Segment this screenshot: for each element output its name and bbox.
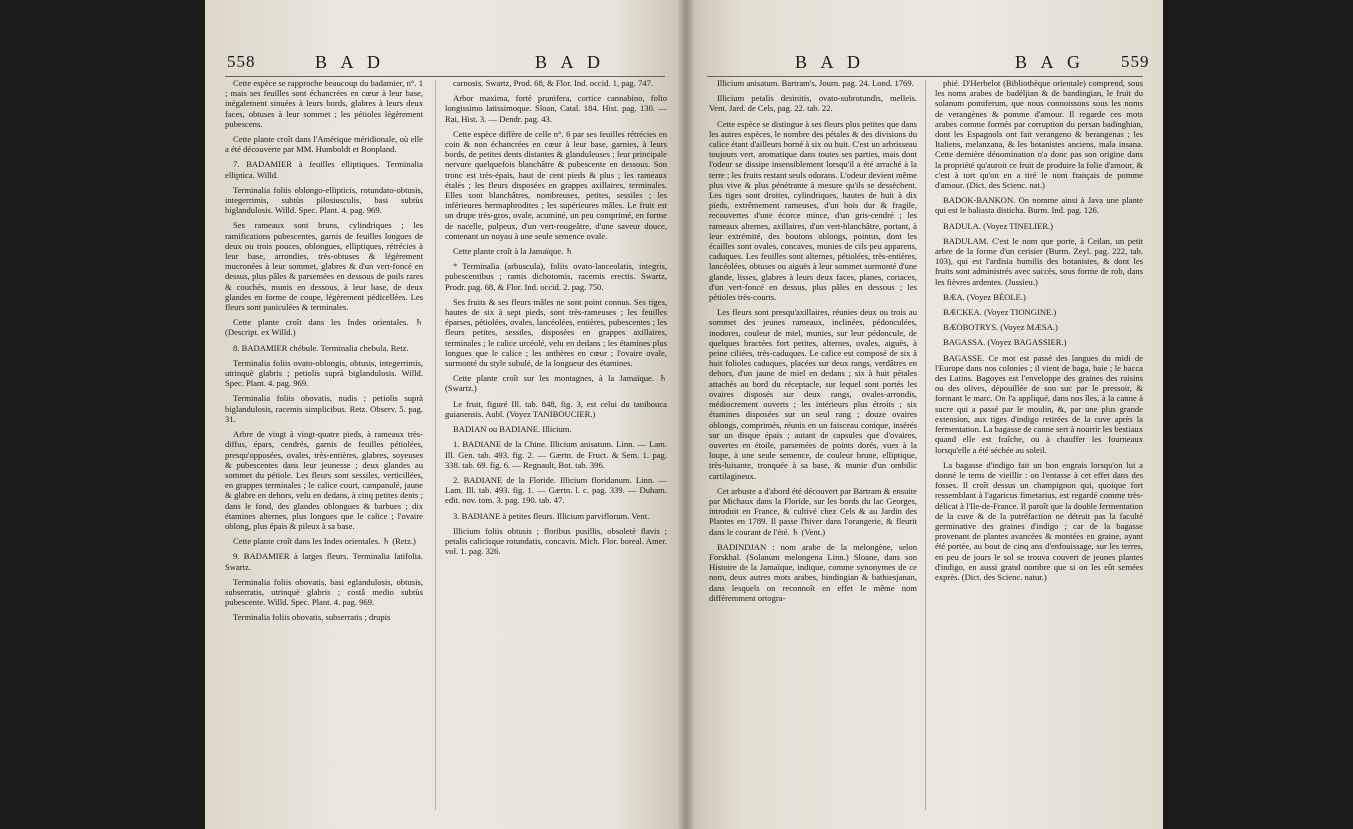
paragraph: 9. BADAMIER à larges fleurs. Terminalia latifolia. Swartz.	[225, 551, 423, 572]
paragraph: Terminalia foliis obovatis, subserratis ; drupis	[233, 612, 391, 623]
right-page	[685, 0, 1163, 829]
running-head: B A G	[1015, 52, 1086, 72]
paragraph: BADULAM. C'est le nom que porte, à Ceilan, un petit arbre de la forme d'un cerisier (Burm. Zeyl. pag. 222, tab. 103), qui est l'ardisia humilis des botanistes, & dont les fruits sont administrés avec succès, sous forme de rob, dans les fièvres ardentes. (Jussieu.)	[935, 235, 1143, 287]
paragraph: Terminalia foliis ovato-oblongis, obtusis, integerrimis, utrinquè glabris ; petiolis suprà biglandulosis. Willd. Spec. Plant. 4. pag. 969.	[225, 357, 423, 389]
paragraph: Le fruit, figuré Ill. tab. 848, fig. 3, est celui du tanibouca guianensis. Aubl. (Voyez TANIBOUCIER.)	[445, 398, 667, 419]
paragraph: Cette plante croît à la Jamaïque. ♄	[453, 246, 574, 257]
column-divider	[435, 80, 436, 810]
paragraph: Les fleurs sont presqu'axillaires, réunies deux ou trois au sommet des jeunes rameaux, inclinées, pédonculées, inodores, couleur de miel, munies, sur leur pédoncule, de quelques bractées fort petites, alternes, ovales, aiguës, à peine ciliées, très-caduques. Le calice est composé de six à huit folioles caduques, placées sur deux rangs, verdâtres en dehors, d'un jaune de miel en dedans ; six à huit pétales attachés au bord du réceptacle, sur lequel sont portés les ovaires disposés sur deux rangs, ovales-arrondis, médiocrement ouverts ; les intérieurs plus étroits ; six étamines disposées sur un seul rang ; douze ovaires oblongs, comprimés, réunis en un faisceau conique, insérés sur un disque épais ; autant de capsules que d'ovaires, ouvertes en étoile, parsemées de points dorés, vues à la loupe, à une seule semence, de couleur brune, elliptique, très-luisante, tronquée à sa base, & munie d'un ombilic cartilagineux.	[709, 307, 917, 481]
paragraph: BÆA. (Voyez BÉOLE.)	[943, 291, 1026, 302]
paragraph: Cette espèce se distingue à ses fleurs plus petites que dans les autres espèces, le nombre des pétales & des divisions du calice étant d'ailleurs borné à six ou huit. C'est un arbrisseau toujours vert, aromatique dans toutes ses parties, mais dont l'odeur se dissipe insensiblement lorsqu'il a été arraché à la terre ; les fruits restant seuls odorans. L'odeur devient même plus vive & plus pénétrante à mesure qu'ils se dessèchent. Les tiges sont droites, cylindriques, hautes de huit à dix pieds, extrêmement rameuses, d'un bois dur & fragile, recouvertes d'une écorce mince, d'un gris-cendré ; les rameaux alternes, axillaires, d'un vert-blanchâtre, portant, à leur extrémité, des boutons oblongs, pointus, dont les écailles sont ovales, concaves, munies de cils peu apparens, caduques. Les feuilles sont alternes, pétiolées, très-entières, lancéolées, obtuses ou aiguës à leur sommet surmonté d'une glande, lisses, glabres à leurs deux faces, planes, coriaces, d'un vert-foncé en dessus, plus pâles en dessous ; les pétioles très-courts.	[709, 118, 917, 303]
header-rule	[707, 76, 1143, 77]
paragraph: 8. BADAMIER chébule. Terminalia chebula. Retz.	[233, 342, 409, 353]
paragraph: Cette espèce se rapproche beaucoup du badamier, n°. 1 ; mais ses feuilles sont échancrées en cœur à leur base, inégalement sinuées à leurs bords, glabres à leurs deux faces, obtuses à leur sommet ; les pétioles légèrement pubescens.	[225, 78, 423, 129]
text-column	[225, 78, 423, 818]
page-number: 558	[227, 52, 256, 71]
paragraph: Cette plante croît dans les Indes orientales. ♄ (Retz.)	[233, 536, 416, 547]
paragraph: La bagasse d'indigo fait un bon engrais lorsqu'on lui a donné le tems de vieillir : on l'entasse à cet effet dans des fosses. Il croît dessus un champignon qui, quoique fort ressemblant à l'agaricus fimetarius, est regardé comme très-délicat à l'Ile-de-France. Il paroît que la double fermentation de la cuve & de la putréfaction ne détruit pas la faculté germinative des graines d'indigo ; car de la bagasse provenant de plantes avancées & montées en graine, ayant été portée, au bout de cinq ans d'enfouissage, sur les terres, en peu de jours le sol se trouva couvert de jeunes plantes d'indigo, en aussi grand nombre que si on les eût semées exprès. (Dict. des Scienc. natur.)	[935, 459, 1143, 582]
running-head: B A D	[795, 52, 866, 72]
paragraph: * Terminalia (arbuscula), foliis ovato-lanceolatis, integris, pubescentibus ; ramis dichotomis, racemis erectis. Swartz, Prodr. pag. 68, & Flor. Ind. occid. 2. pag. 750.	[445, 261, 667, 292]
paragraph: Ses rameaux sont bruns, cylindriques ; les ramifications pubescentes, garnis de feuilles longues de deux ou trois pouces, oblongues, elliptiques, rétrécies à leur base, arrondies, très-obtuses & légèrement mucronées à leur sommet, glabres & d'un vert-foncé en dessus, plus pâles & parsemées en dessous de poils rares & couchés, munis en dessous, à leur base, de deux glandes en forme de coupe, légèrement pédicellées. Les fleurs sont paniculées & terminales.	[225, 220, 423, 313]
paragraph: Illicium foliis obtusis ; floribus pusillis, obsoletè flavis ; petalis calicisque rotundatis, concavis. Mich. Flor. boreal. Amer. vol. 1. pag. 326.	[445, 525, 667, 557]
paragraph: BÆOBOTRYS. (Voyez MÆSA.)	[943, 322, 1058, 333]
paragraph: BAGASSE. Ce mot est passé des langues du midi de l'Europe dans nos colonies ; il vient de baga, baie ; le bacca des Latins. Bagoyes est l'enveloppe des graines des raisins ou des olives, dépouillée de son suc par le pressoir, & formant le marc. On l'a appliqué, dans nos îles, à la canne à sucre qui a passé par le moulin, &, par une plus grande extension, aux tiges d'indigo retirées de la cuve après la fermentation. La bagasse de canne sert à nourrir les bestiaux quand elle est fraîche, ou à chauffer les fourneaux lorsqu'elle a été séchée au soleil.	[935, 352, 1143, 455]
paragraph: 7. BADAMIER à feuilles elliptiques. Terminalia elliptica. Willd.	[225, 159, 423, 180]
paragraph: Illicium anisatum. Bartram's, Journ. pag. 24. Lond. 1769.	[717, 78, 914, 88]
paragraph: Arbor maxima, fortè pruniferа, cortice cannabino, folio longissimo latissimoque. Sloan, Catal. 184. Hist. pag. 130. — Rai, Hist. 3. — Dendr. pag. 43.	[445, 93, 667, 124]
paragraph: 1. BADIANE de la Chine. Illicium anisatum. Linn. — Lam. Ill. Gen. tab. 493. fig. 2. — Gærtn. de Fruct. & Sem. 1. pag. 338. tab. 69. fig. 6. — Regnault, Bot. tab. 396.	[445, 439, 667, 470]
text-column	[709, 78, 917, 818]
paragraph: Cette plante croît dans l'Amérique méridionale, où elle a été découverte par MM. Humboldt et Bonpland.	[225, 134, 423, 155]
running-head: B A D	[315, 52, 386, 72]
paragraph: carnosis. Swartz, Prod. 68, & Flor. Ind. occid. 1, pag. 747.	[453, 78, 654, 88]
paragraph: Ses fruits & ses fleurs mâles ne sont point connus. Ses tiges, hautes de six à sept pieds, sont très-rameuses ; les feuilles éparses, pétiolées, ovales, lancéolées, entières, pubescentes ; les fleurs petites, sessiles, disposées en grappes axillaires, terminales ; le calice urcéolé, velu en dedans ; les étamines plus longues que le calice ; les anthères en cœur ; l'ovaire ovale, surmonté du style subulé, de la longueur des étamines.	[445, 296, 667, 369]
paragraph: BADIAN ou BADIANE. Illicium.	[453, 424, 572, 435]
running-head: B A D	[535, 52, 606, 72]
right-page-header	[685, 52, 1163, 74]
paragraph: 2. BADIANE de la Floride. Illicium floridanum. Linn. — Lam. Ill. tab. 493. fig. 1. — Gærtn. l. c. pag. 339. — Duham. edit. nov. tom. 3. pag. 190. tab. 47.	[445, 474, 667, 506]
paragraph: BADULA. (Voyez TINELIER.)	[943, 220, 1053, 231]
paragraph: Cette plante croît sur les montagnes, à la Jamaïque. ♄ (Swartz.)	[445, 373, 667, 394]
paragraph: Cet arbuste a d'abord été découvert par Bartram & ensuite par Michaux dans la Floride, sur les bords du lac Georges, introduit en France, & cultivé chez Cels & au Jardin des Plantes en 1789. Il passe l'hiver dans l'orangerie, & fleurit dans le courant de l'été. ♄ (Vent.)	[709, 485, 917, 537]
paragraph: Illicium petalis desinitis, ovato-subrotundis, melleis. Vent. Jard. de Cels, pag. 22. tab. 22.	[709, 93, 917, 114]
book-spread	[205, 0, 1163, 829]
paragraph: Terminalia foliis obovatis, basi eglandulosis, obtusis, subserratis, utrinquè glabris ; costâ medio subtùs pubescente. Willd. Spec. Plant. 4. pag. 969.	[225, 576, 423, 608]
book-gutter	[677, 0, 695, 829]
paragraph: BADINDJAN : nom arabe de la melongène, selon Forskhal. (Solanum melongena Linn.) Sloane, dans son Histoire de la Jamaïque, indique, comme synonymes de ce nom, deux autres mots arabes, bindingian & bathiesjanan, dans lesquels on reconnoît en effet le même nom différemment ortogra-	[709, 541, 917, 603]
paragraph: phié. D'Herbelot (Bibliothèque orientale) comprend, sous les noms arabes de badéljian & de bandingian, le fruit du solanum pomiferum, que nous connoissons sous les noms de verangènes & pomme d'amour. Il regarde ces mots arabes comme formés par corruption du persan badinghian, dont les Espagnols ont fait verangeno & berangenas ; les Italiens, melanzana, & les botanistes anciens, mala insana. Cette dernière dénomination n'a donc pas son origine dans la propriété qu'auroit ce fruit de produire la folie d'amour, & c'est à tort qu'on en a tiré le nom français de pomme d'amour. (Dict. des Scienc. nat.)	[935, 78, 1143, 191]
page-number: 559	[1121, 52, 1150, 71]
paragraph: Cette plante croît dans les Indes orientales. ♄ (Descript. ex Willd.)	[225, 317, 423, 338]
text-column	[445, 78, 667, 818]
paragraph: BÆCKEA. (Voyez TIONGINE.)	[943, 307, 1057, 318]
paragraph: BAGASSA. (Voyez BAGASSIER.)	[943, 337, 1067, 348]
header-rule	[225, 76, 665, 77]
column-divider	[925, 80, 926, 810]
paragraph: BADOK-BANKON. On nomme ainsi à Java une plante qui est le baliasta disticha. Burm. Ind. pag. 126.	[935, 195, 1143, 216]
paragraph: Arbre de vingt à vingt-quatre pieds, à rameaux très-diffus, épars, cendrés, garnis de feuilles pétiolées, presqu'opposées, ovales, très-entières, glabres, soyeuses & pubescentes dans leur jeunesse ; deux glandes au sommet du pétiole. Les fleurs sont sessiles, verticillées, en grappes terminales ; le calice court, campanulé, jaune & glabre en dehors, velu en dedans, à cinq petites dents ; dans le fond, des glandes oblongues & barbues ; dix étamines alternes, plus longues que le calice ; l'ovaire oblong, plus épais & pileux à sa base.	[225, 429, 423, 531]
paragraph: Terminalia foliis obovatis, nudis ; petiolis suprà biglandulosis, racemis simplicibus. Retz. Observ. 5. pag. 31.	[225, 393, 423, 424]
paragraph: 3. BADIANE à petites fleurs. Illicium parviflorum. Vent.	[453, 510, 650, 521]
paragraph: Terminalia foliis oblongo-ellipticis, rotundato-obtusis, integerrimis, subtùs pilosiusculis, basi subtùs biglandulosis. Willd. Spec. Plant. 4. pag. 969.	[225, 184, 423, 216]
text-column	[935, 78, 1143, 818]
left-page	[205, 0, 685, 829]
paragraph: Cette espèce diffère de celle n°. 6 par ses feuilles rétrécies en coin & non échancrées en cœur à leur base, garnies, à leurs bords, de petites dents distantes & glanduleuses ; leur principale nervure quelquefois blanchâtre & pubescente en dessous. Son tronc est très-épais, haut de cent pieds & plus ; les rameaux étalés ; les fleurs disposées en grappes axillaires, terminales. Elles sont blanchâtres, nombreuses, petites, sessiles ; les inférieures hermaphrodites ; les supérieures mâles. Le fruit est un drupe très-gros, ovale, acuminé, un peu comprimé, en forme de nacelle, pulpeux, d'un vert-rougeâtre, d'une saveur douce, contenant un noyau à une seule semence ovale.	[445, 128, 667, 241]
left-page-header	[205, 52, 685, 74]
